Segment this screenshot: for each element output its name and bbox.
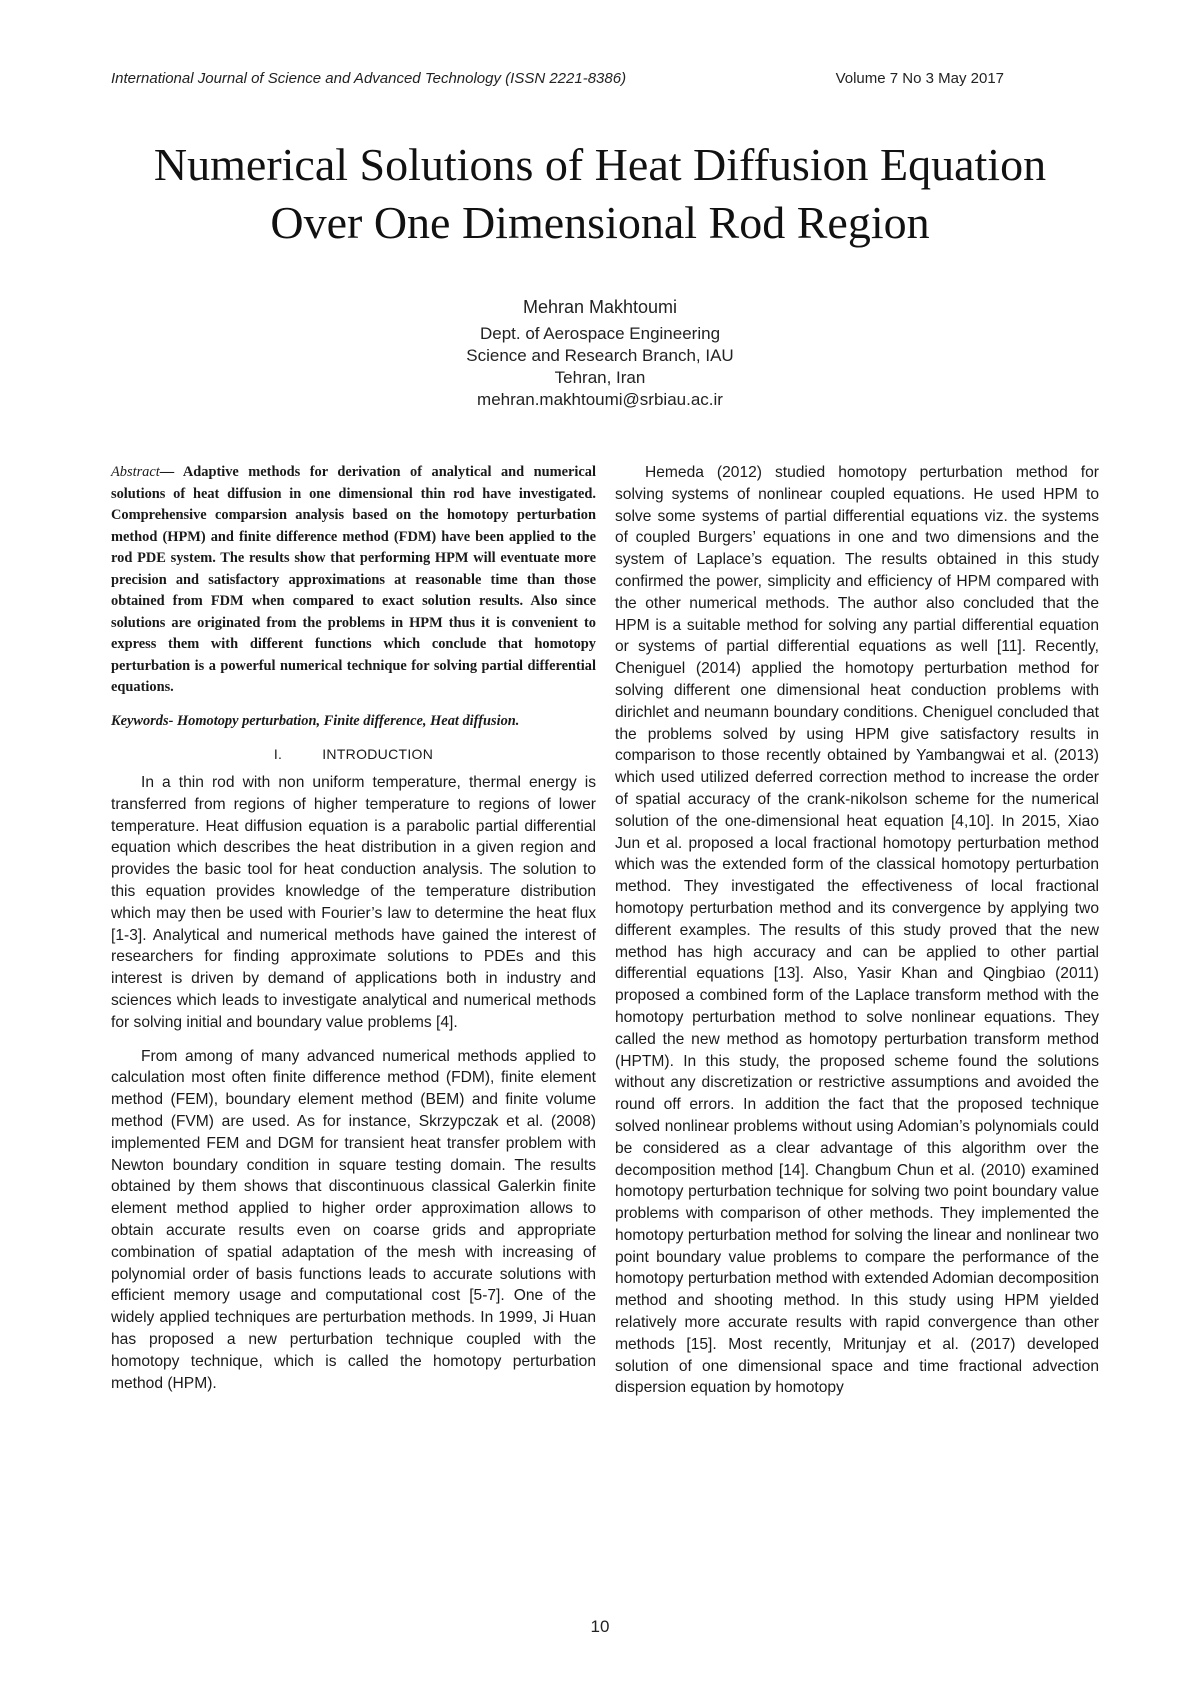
abstract-text: — Adaptive methods for derivation of analytical and numerical solutions of heat diffusion in one dimensional thin rod have investigated. Comprehensive comparsion analysis based on the homotopy perturbation method (HPM) and finite difference method (FDM) have been applied to the rod PDE system. The results show that performing HPM will eventuate more precision and satisfactory approximations at reasonable time than those obtained from FDM when compared to exact solution results. Also since solutions are originated from the problems in HPM thus it is convenient to express them with different functions which conclude that homotopy perturbation is a powerful numerical technique for solving partial differential equations. <box>111 464 596 695</box>
author-city: Tehran, Iran <box>554 368 646 387</box>
paper-title <box>100 136 1100 252</box>
abstract-label: Abstract <box>111 464 160 480</box>
left-column <box>111 462 596 1394</box>
author-block <box>300 296 900 411</box>
keywords: Keywords- Homotopy perturbation, Finite difference, Heat diffusion. <box>111 712 520 729</box>
author-dept: Dept. of Aerospace Engineering <box>479 324 721 343</box>
volume-info: Volume 7 No 3 May 2017 <box>835 70 1004 87</box>
page-number: 10 <box>590 1617 610 1636</box>
abstract <box>111 462 596 699</box>
author-name: Mehran Makhtoumi <box>522 297 678 317</box>
intro-paragraph-2: From among of many advanced numerical methods applied to calculation most often finite difference method (FDM), finite element method (FEM), boundary element method (BEM) and finite volume method (FVM) are used. As for instance, Skrzypczak et al. (2008) implemented FEM and DGM for transient heat transfer problem with Newton boundary condition in square testing domain. The results obtained by them shows that discontinuous classical Galerkin finite element method applied to higher order approximation allows to obtain accurate results even on coarse grids and appropriate combination of spatial adaptation of the mesh with increasing of polynomial order of basis functions leads to accurate solutions with efficient memory usage and computational cost [5-7]. One of the widely applied techniques are perturbation methods. In 1999, Ji Huan has proposed a new perturbation technique coupled with the homotopy technique, which is called the homotopy perturbation method (HPM). <box>111 1047 596 1392</box>
section-number: I. <box>273 746 283 762</box>
section-title: INTRODUCTION <box>322 746 434 762</box>
right-column <box>615 462 1099 1399</box>
section-heading-introduction <box>111 746 596 762</box>
author-branch: Science and Research Branch, IAU <box>466 346 734 365</box>
title-line-2: Over One Dimensional Rod Region <box>270 197 930 248</box>
title-line-1: Numerical Solutions of Heat Diffusion Equation <box>153 139 1047 190</box>
intro-paragraph-3: Hemeda (2012) studied homotopy perturbation method for solving systems of nonlinear coupled equations. He used HPM to solve some systems of partial differential equations viz. the systems of coupled Burgers’ equations in one and two dimensions and the system of Laplace’s equation. The results obtained in this study confirmed the power, simplicity and efficiency of HPM compared with the other numerical methods. The author also concluded that the HPM is a suitable method for solving any partial differential equation or systems of partial differential equations as well [11]. Recently, Cheniguel (2014) applied the homotopy perturbation method for solving different one dimensional heat conduction problems with dirichlet and neumann boundary conditions. Cheniguel concluded that the problems solved by using HPM give satisfactory results in comparison to those recently obtained by Yambangwai et al. (2013) which used utilized deferred correction method to increase the order of spatial accuracy of the crank-nikolson scheme for the numerical solution of the one-dimensional heat equation [4,10]. In 2015, Xiao Jun et al. proposed a local fractional homotopy perturbation method which was the extended form of the classical homotopy perturbation method. They investigated the effectiveness of local fractional homotopy perturbation method and its convergence by applying two different examples. The results of this study proved that the new method has high accuracy and can be applied to other partial differential equations [13]. Also, Yasir Khan and Qingbiao (2011) proposed a combined form of the Laplace transform method with the homotopy perturbation method to solve nonlinear equations. They called the new method as homotopy perturbation transform method (HPTM). In this study, the proposed scheme found the solutions without any discretization or restrictive assumptions and avoided the round off errors. In addition the fact that the proposed technique solved nonlinear problems without using Adomian’s polynomials could be considered as a clear advantage of this algorithm over the decomposition method [14]. Changbum Chun et al. (2010) examined homotopy perturbation technique for solving two point boundary value problems with comparison of other methods. They implemented the homotopy perturbation method for solving the linear and nonlinear two point boundary value problems to compare the performance of the homotopy perturbation method with extended Adomian decomposition method and shooting method. In this study using HPM yielded relatively more accurate results with rapid convergence than other methods [15]. Most recently, Mritunjay et al. (2017) developed solution of one dimensional space and time fractional advection dispersion equation by homotopy <box>615 464 1099 1397</box>
running-header <box>0 70 1200 94</box>
intro-paragraph-1: In a thin rod with non uniform temperature, thermal energy is transferred from regions of higher temperature to regions of lower temperature. Heat diffusion equation is a parabolic partial differential equation which describes the heat distribution in a given region and provides the basic tool for heat conduction analysis. The solution to this equation provides knowledge of the temperature distribution which may then be used with Fourier’s law to determine the heat flux [1-3]. Analytical and numerical methods have gained the interest of researchers for finding approximate solutions to PDEs and this interest is driven by demand of applications both in industry and sciences which leads to investigate analytical and numerical methods for solving initial and boundary value problems [4]. <box>111 774 596 1031</box>
journal-name: International Journal of Science and Advanced Technology (ISSN 2221-8386) <box>111 70 627 87</box>
author-email[interactable]: mehran.makhtoumi@srbiau.ac.ir <box>477 390 723 409</box>
